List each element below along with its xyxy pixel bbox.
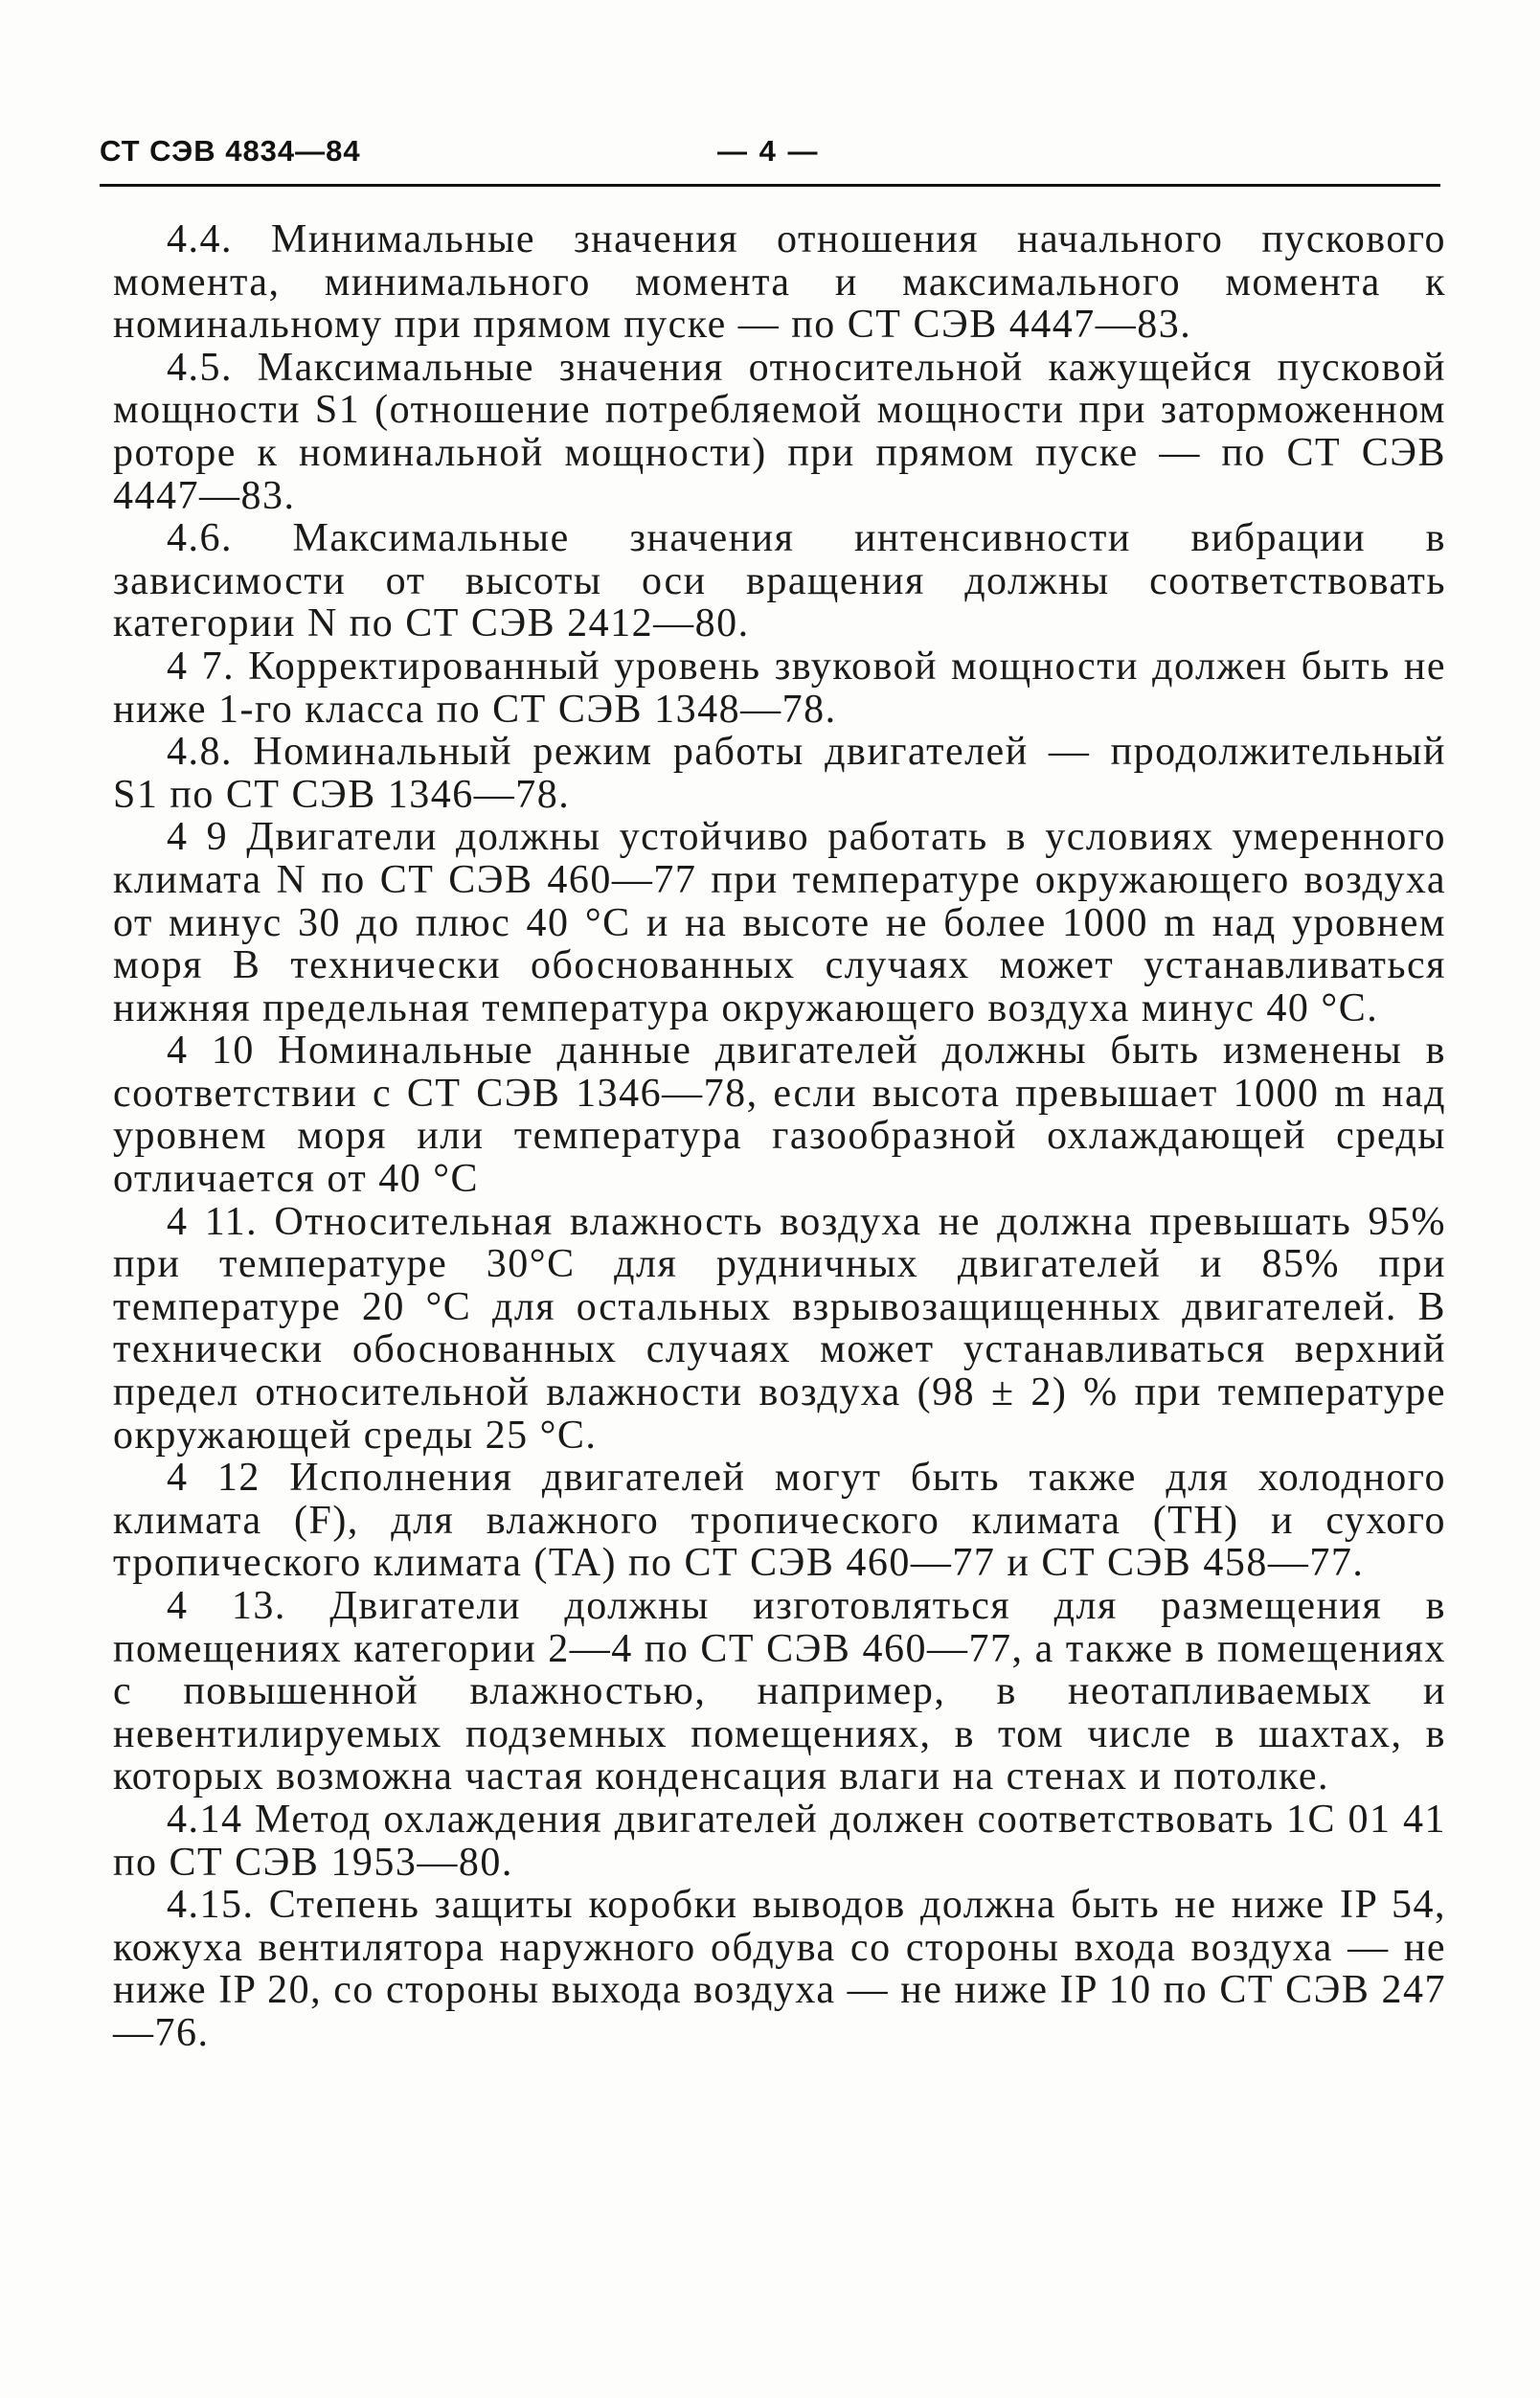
paragraph-4-12: 4 12 Исполнения двигателей могут быть также для холодного климата (F), для влажного тропического климата (TH) и сухого тропического климата (TA) по СТ СЭВ 460—77 и СТ СЭВ 458—77. <box>113 1456 1446 1586</box>
paragraph-4-7: 4 7. Корректированный уровень звуковой мощности должен быть не ниже 1-го класса по СТ СЭВ 1348—78. <box>113 644 1446 732</box>
page-number: — 4 — <box>717 134 820 168</box>
paragraph-4-8: 4.8. Номинальный режим работы двигателей — продолжительный S1 по СТ СЭВ 1346—78. <box>113 730 1446 817</box>
paragraph-4-6: 4.6. Максимальные значения интенсивности вибрации в зависимости от высоты оси вращения должны соответствовать категории N по СТ СЭВ 2412—80. <box>113 516 1446 646</box>
page-header <box>100 134 1440 182</box>
paragraph-4-4: 4.4. Минимальные значения отношения начального пускового момента, минимального момента и максимального момента к номинальному при прямом пуске — по СТ СЭВ 4447—83. <box>113 217 1446 348</box>
paragraph-4-13: 4 13. Двигатели должны изготовляться для размещения в помещениях категории 2—4 по СТ СЭВ 460—77, а также в помещениях с повышенной влажностью, например, в неотапливаемых и невентилируемых подземных помещениях, в том числе в шахтах, в которых возможна частая конденсация влаги на стенах и потолке. <box>113 1584 1446 1799</box>
paragraph-4-10: 4 10 Номинальные данные двигателей должны быть изменены в соответствии с СТ СЭВ 1346—78, если высота превышает 1000 m над уровнем моря или температура газообразной охлаждающей среды отличается от 40 °С <box>113 1029 1446 1202</box>
header-rule <box>100 184 1440 187</box>
document-code: СТ СЭВ 4834—84 <box>100 134 361 168</box>
paragraph-4-5: 4.5. Максимальные значения относительной кажущейся пусковой мощности S1 (отношение потребляемой мощности при заторможенном роторе к номинальной мощности) при прямом пуске — по СТ СЭВ 4447—83. <box>113 345 1446 518</box>
paragraph-4-9: 4 9 Двигатели должны устойчиво работать в условиях умеренного климата N по СТ СЭВ 460—77 при температуре окружающего воздуха от минус 30 до плюс 40 °С и на высоте не более 1000 m над уровнем моря В технически обоснованных случаях может устанавливаться нижняя предельная температура окружающего воздуха минус 40 °С. <box>113 815 1446 1030</box>
paragraph-4-11: 4 11. Относительная влажность воздуха не должна превышать 95% при температуре 30°С для рудничных двигателей и 85% при температуре 20 °С для остальных взрывозащищенных двигателей. В технически обоснованных случаях может устанавливаться верхний предел относительной влажности воздуха (98 ± 2) % при температуре окружающей среды 25 °С. <box>113 1199 1446 1458</box>
document-body <box>113 218 1446 2055</box>
paragraph-4-15: 4.15. Степень защиты коробки выводов должна быть не ниже IP 54, кожуха вентилятора наружного обдува со стороны входа воздуха — не ниже IP 20, со стороны выхода воздуха — не ниже IP 10 по СТ СЭВ 247—76. <box>113 1883 1446 2055</box>
paragraph-4-14: 4.14 Метод охлаждения двигателей должен соответствовать 1C 01 41 по СТ СЭВ 1953—80. <box>113 1797 1446 1885</box>
